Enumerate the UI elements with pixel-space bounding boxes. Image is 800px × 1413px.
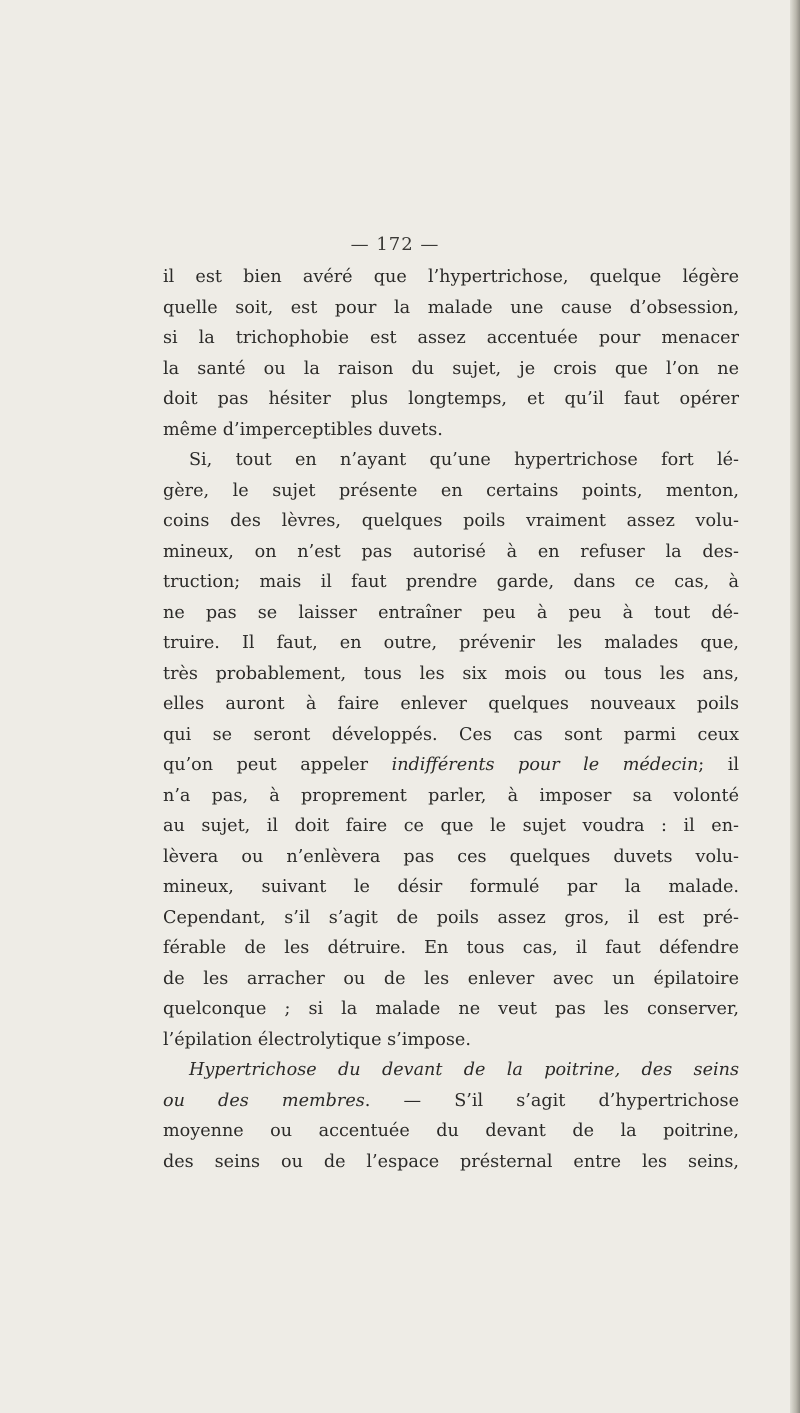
text-segment: coins des lèvres, quelques poils vraiment assez volu-	[163, 511, 739, 531]
text-line	[163, 415, 739, 446]
text-segment: si la trichophobie est assez accentuée pour menacer	[163, 328, 739, 348]
text-line	[163, 720, 739, 751]
text-line	[163, 323, 739, 354]
text-segment: qu’on peut appeler	[163, 755, 392, 775]
text-segment: la santé ou la raison du sujet, je crois que l’on ne	[163, 358, 739, 379]
text-segment: doit pas hésiter plus longtemps, et qu’il faut opérer	[163, 389, 739, 409]
text-segment: . — S’il s’agit d’hypertrichose	[364, 1090, 739, 1111]
text-segment: mineux, suivant le désir formulé par la malade.	[163, 877, 739, 897]
page-number: — 172 —	[350, 234, 440, 255]
text-line	[163, 994, 739, 1025]
text-segment: mineux, on n’est pas autorisé à en refuser la des-	[163, 541, 739, 562]
text-line	[163, 811, 739, 842]
text-segment: n’a pas, à proprement parler, à imposer sa volonté	[163, 785, 739, 806]
text-line	[163, 384, 739, 415]
italic-text-segment: ou des membres	[163, 1090, 365, 1111]
text-segment: il est bien avéré que l’hypertrichose, quelque légère	[163, 267, 739, 287]
text-line	[163, 659, 739, 690]
text-segment: gère, le sujet présente en certains points, menton,	[163, 480, 739, 501]
text-line	[163, 445, 739, 476]
text-line	[163, 872, 739, 903]
text-segment: lèvera ou n’enlèvera pas ces quelques duvets volu-	[163, 846, 739, 867]
page-edge-shadow	[790, 0, 800, 1413]
text-segment: Cependant, s’il s’agit de poils assez gros, il est pré-	[163, 907, 739, 928]
text-line	[163, 964, 739, 995]
text-segment: des seins ou de l’espace présternal entre les seins,	[163, 1151, 739, 1172]
text-line	[163, 537, 739, 568]
text-segment: férable de les détruire. En tous cas, il faut défendre	[163, 938, 739, 958]
text-line	[163, 628, 739, 659]
text-line	[163, 1116, 739, 1147]
text-segment: l’épilation électrolytique s’impose.	[163, 1029, 471, 1050]
text-segment: qui se seront développés. Ces cas sont parmi ceux	[163, 724, 739, 745]
text-line	[163, 933, 739, 964]
body-text	[163, 262, 739, 1177]
text-segment: elles auront à faire enlever quelques nouveaux poils	[163, 694, 739, 714]
text-line	[163, 842, 739, 873]
text-line	[163, 262, 739, 293]
text-line	[163, 567, 739, 598]
text-line	[163, 750, 739, 781]
text-line	[163, 689, 739, 720]
text-segment: quelconque ; si la malade ne veut pas les conserver,	[163, 999, 739, 1019]
text-segment: truction; mais il faut prendre garde, dans ce cas, à	[163, 572, 739, 592]
text-segment: au sujet, il doit faire ce que le sujet voudra : il en-	[163, 816, 739, 836]
text-line	[163, 293, 739, 324]
text-segment: même d’imperceptibles duvets.	[163, 419, 443, 440]
text-line	[163, 781, 739, 812]
text-segment: très probablement, tous les six mois ou tous les ans,	[163, 663, 739, 684]
text-line	[163, 476, 739, 507]
text-line	[163, 1086, 739, 1117]
text-line	[163, 1147, 739, 1178]
text-segment: truire. Il faut, en outre, prévenir les malades que,	[163, 633, 739, 653]
text-segment: ne pas se laisser entraîner peu à peu à tout dé-	[163, 602, 739, 623]
text-line	[163, 506, 739, 537]
text-line	[163, 1025, 739, 1056]
text-line	[163, 903, 739, 934]
text-segment: Si, tout en n’ayant qu’une hypertrichose fort lé-	[189, 450, 739, 470]
text-segment: moyenne ou accentuée du devant de la poitrine,	[163, 1121, 739, 1141]
text-line	[163, 1055, 739, 1086]
italic-text-segment: indifférents pour le médecin	[391, 755, 699, 775]
text-segment: quelle soit, est pour la malade une cause d’obsession,	[163, 297, 739, 318]
text-segment: ; il	[698, 755, 739, 775]
text-segment: de les arracher ou de les enlever avec un épilatoire	[163, 968, 739, 989]
text-line	[163, 354, 739, 385]
italic-text-segment: Hypertrichose du devant de la poitrine, des seins	[189, 1060, 739, 1080]
text-line	[163, 598, 739, 629]
